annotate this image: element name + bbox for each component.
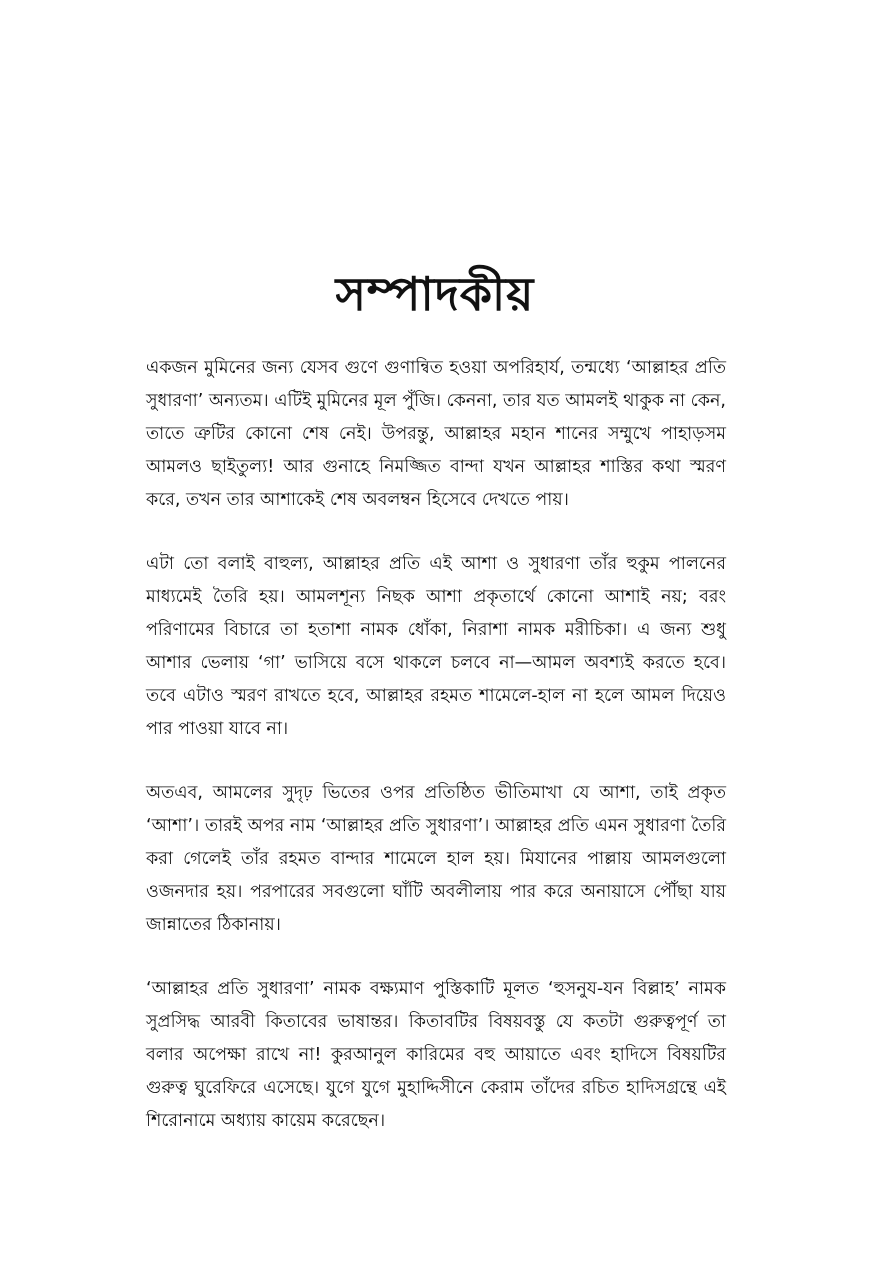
paragraph-3: অতএব, আমলের সুদৃঢ় ভিতের ওপর প্রতিষ্ঠিত ভীতিমাখা যে আশা, তাই প্রকৃত ‘আশা’। তারই অপর নাম ‘আল্লাহর প্রতি সুধারণা’। আল্লাহর প্রতি এমন সুধারণা তৈরি করা গেলেই তাঁর রহমত বান্দার শামেলে হাল হয়। মিযানের পাল্লায় আমলগুলো ওজনদার হয়। পরপারের সবগুলো ঘাঁটি অবলীলায় পার করে অনায়াসে পৌঁছা যায় জান্নাতের ঠিকানায়। bbox=[146, 783, 726, 935]
paragraph-4: ‘আল্লাহর প্রতি সুধারণা’ নামক বক্ষ্যমাণ পুস্তিকাটি মূলত ‘হুসনুয-যন বিল্লাহ’ নামক সুপ্রসিদ্ধ আরবী কিতাবের ভাষান্তর। কিতাবটির বিষয়বস্তু যে কতটা গুরুত্বপূর্ণ তা বলার অপেক্ষা রাখে না! কুরআনুল কারিমের বহু আয়াতে এবং হাদিসে বিষয়টির গুরুত্ব ঘুরেফিরে এসেছে। যুগে যুগে মুহাদ্দিসীনে কেরাম তাঁদের রচিত হাদিসগ্রন্থে এই শিরোনামে অধ্যায় কায়েম করেছেন। bbox=[146, 979, 726, 1131]
paragraph-2: এটা তো বলাই বাহুল্য, আল্লাহর প্রতি এই আশা ও সুধারণা তাঁর হুকুম পালনের মাধ্যমেই তৈরি হয়। আমলশূন্য নিছক আশা প্রকৃতার্থে কোনো আশাই নয়; বরং পরিণামের বিচারে তা হতাশা নামক ধোঁকা, নিরাশা নামক মরীচিকা। এ জন্য শুধু আশার ভেলায় ‘গা’ ভাসিয়ে বসে থাকলে চলবে না—আমল অবশ্যই করতে হবে। তবে এটাও স্মরণ রাখতে হবে, আল্লাহর রহমত শামেলে-হাল না হলে আমল দিয়েও পার পাওয়া যাবে না। bbox=[146, 554, 726, 739]
body-text bbox=[146, 352, 726, 1169]
paragraph-1: একজন মুমিনের জন্য যেসব গুণে গুণান্বিত হওয়া অপরিহার্য, তন্মধ্যে ‘আল্লাহর প্রতি সুধারণা’ অন্যতম। এটিই মুমিনের মূল পুঁজি। কেননা, তার যত আমলই থাকুক না কেন, তাতে ত্রুটির কোনো শেষ নেই। উপরন্তু, আল্লাহর মহান শানের সম্মুখে পাহাড়সম আমলও ছাইতুল্য! আর গুনাহে নিমজ্জিত বান্দা যখন আল্লাহর শাস্তির কথা স্মরণ করে, তখন তার আশাকেই শেষ অবলম্বন হিসেবে দেখতে পায়। bbox=[146, 358, 726, 510]
page-title: সম্পাদকীয় bbox=[335, 267, 535, 321]
